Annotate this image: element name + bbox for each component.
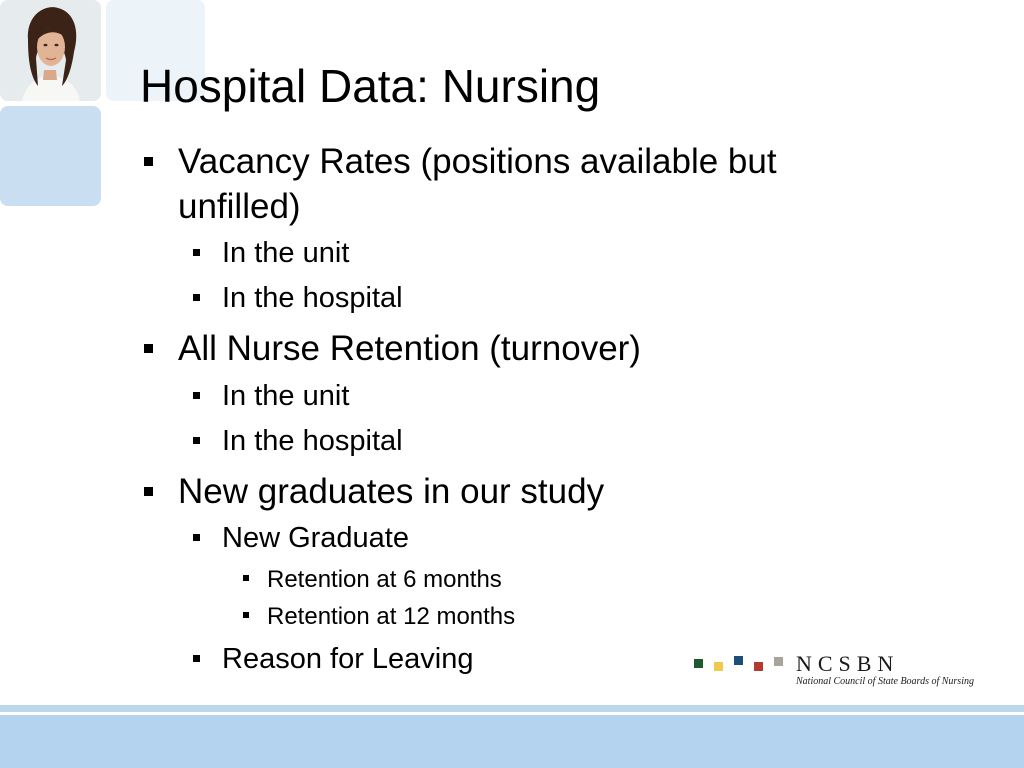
- logo-square: [714, 662, 723, 671]
- logo-square: [754, 662, 763, 671]
- bullet-level2: In the unit: [222, 237, 350, 269]
- bullet-level2: In the unit: [222, 380, 350, 412]
- bullet-marker: [193, 437, 200, 444]
- ncsbn-logo: [690, 650, 990, 695]
- logo-square: [734, 656, 743, 665]
- logo-square: [694, 659, 703, 668]
- bullet-level2: In the hospital: [222, 282, 403, 314]
- slide-title: Hospital Data: Nursing: [140, 60, 601, 112]
- bullet-marker: [144, 157, 153, 166]
- bullet-level2: Reason for Leaving: [222, 643, 474, 675]
- bullet-level1: All Nurse Retention (turnover): [178, 329, 641, 368]
- bullet-marker: [193, 294, 200, 301]
- bullet-level3: Retention at 12 months: [267, 603, 516, 630]
- bullet-marker: [144, 487, 153, 496]
- bullet-marker: [193, 534, 200, 541]
- bullet-level3: Retention at 6 months: [267, 566, 502, 593]
- bullet-level1: Vacancy Rates (positions available but: [178, 142, 777, 181]
- bullet-marker: [193, 655, 200, 662]
- logo-subtitle: National Council of State Boards of Nursing: [796, 676, 974, 687]
- bullet-marker: [144, 344, 153, 353]
- bullet-level2: New Graduate: [222, 522, 409, 554]
- logo-square: [774, 657, 783, 666]
- bullet-level1-continuation: unfilled): [178, 187, 301, 226]
- bullet-marker: [193, 392, 200, 399]
- bullet-level1: New graduates in our study: [178, 472, 605, 511]
- logo-wordmark: NCSBN: [796, 651, 900, 676]
- bullet-level2: In the hospital: [222, 425, 403, 457]
- footer-band: [0, 715, 1024, 768]
- bullet-marker: [243, 612, 249, 618]
- footer-stripe: [0, 705, 1024, 712]
- bullet-marker: [193, 249, 200, 256]
- bullet-marker: [243, 575, 249, 581]
